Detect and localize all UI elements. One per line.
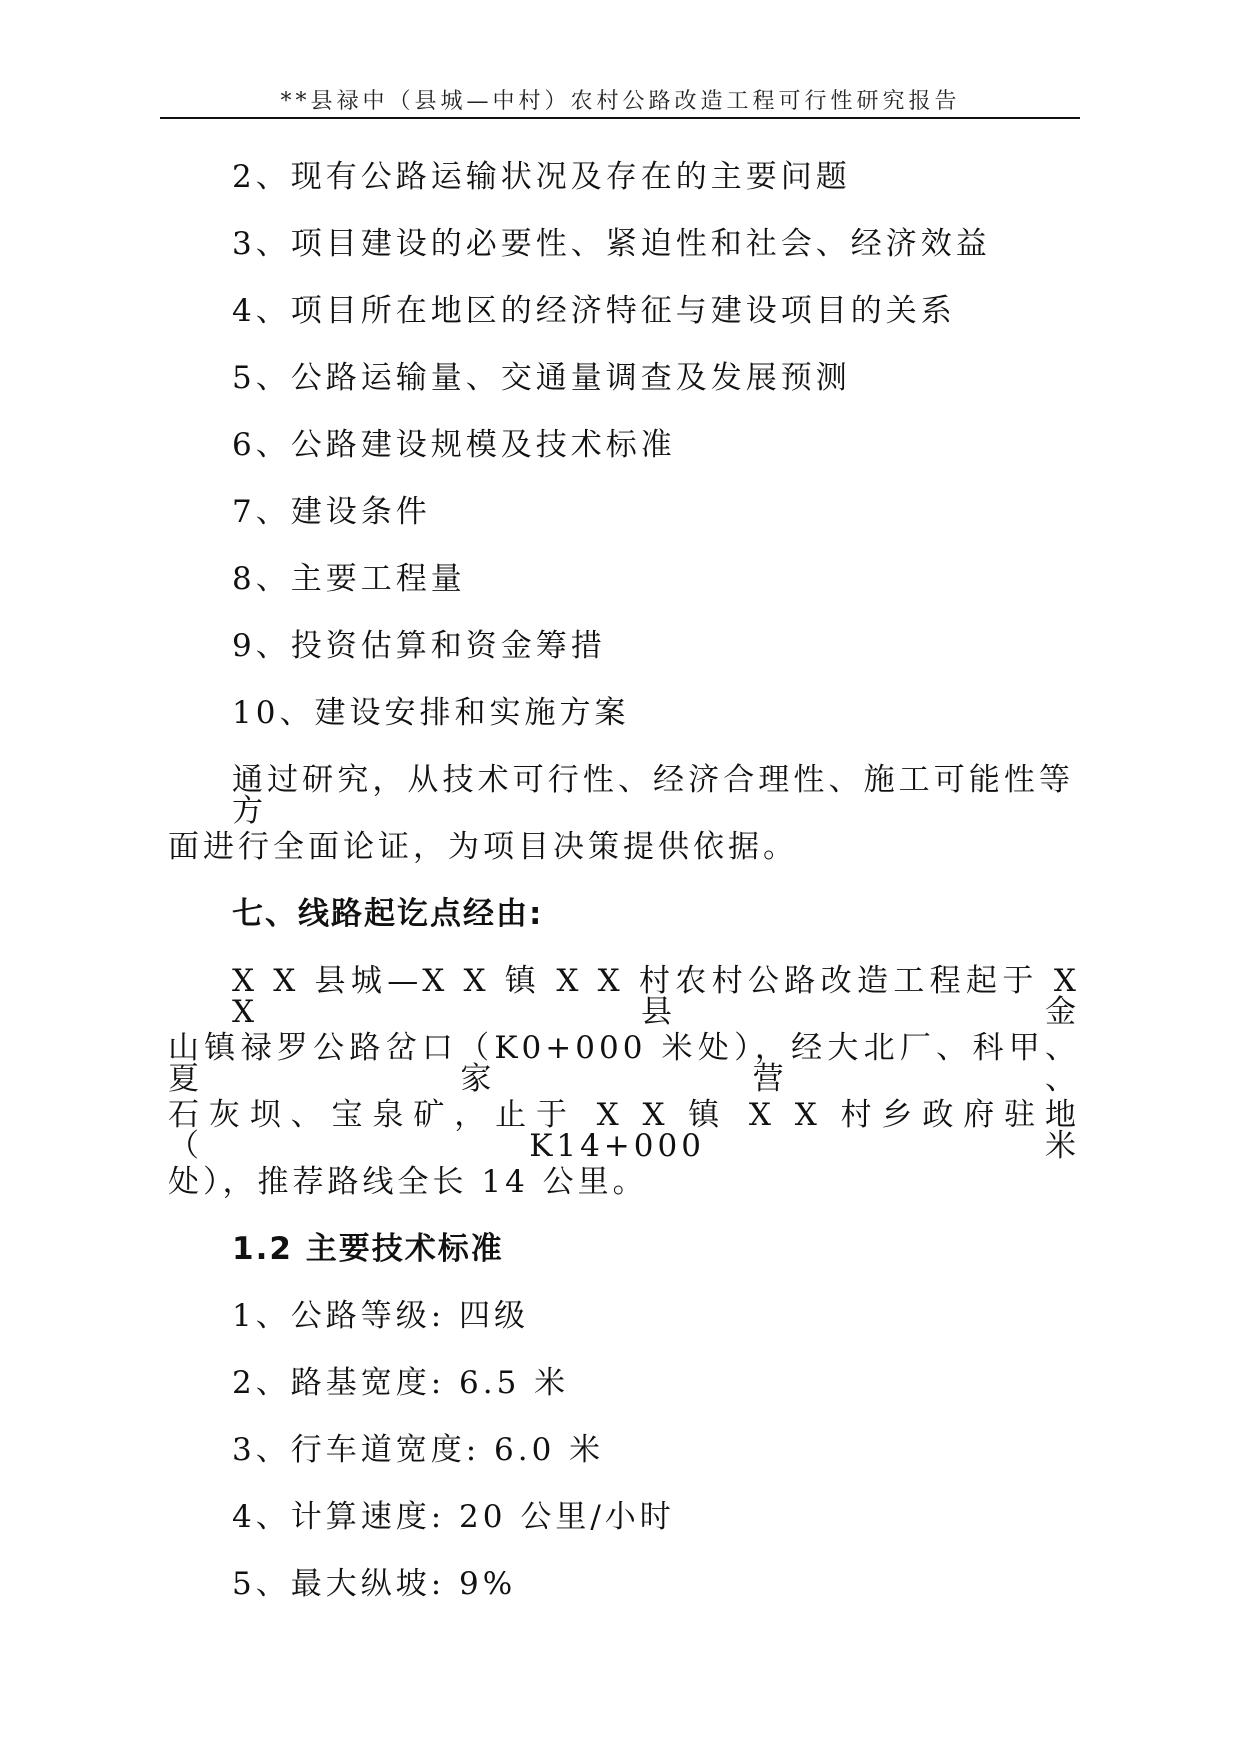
section-heading: 七、线路起讫点经由: xyxy=(232,896,544,932)
list-item: 5、公路运输量、交通量调查及发展预测 xyxy=(232,360,851,396)
list-item: 7、建设条件 xyxy=(232,494,431,530)
list-item: 4、项目所在地区的经济特征与建设项目的关系 xyxy=(232,293,956,329)
route-paragraph-line: 山镇禄罗公路岔口（K0+000 米处），经大北厂、科甲、夏家营、 xyxy=(168,1030,1080,1097)
page-header-title: **县禄中（县城—中村）农村公路改造工程可行性研究报告 xyxy=(280,89,961,114)
list-item: 2、现有公路运输状况及存在的主要问题 xyxy=(232,159,851,195)
list-item: 3、项目建设的必要性、紧迫性和社会、经济效益 xyxy=(232,226,991,262)
standard-item: 2、路基宽度: 6.5 米 xyxy=(232,1365,570,1401)
route-paragraph-line: 石灰坝、宝泉矿，止于 X X 镇 X X 村乡政府驻地（K14+000 米 xyxy=(168,1097,1080,1164)
header-divider xyxy=(160,117,1080,119)
standard-item: 5、最大纵坡: 9% xyxy=(232,1566,517,1602)
list-item: 8、主要工程量 xyxy=(232,561,466,597)
route-paragraph-line: 处），推荐路线全长 14 公里。 xyxy=(168,1164,648,1200)
route-paragraph-line: X X 县城—X X 镇 X X 村农村公路改造工程起于 X X 县金 xyxy=(232,963,1080,1030)
standard-item: 3、行车道宽度: 6.0 米 xyxy=(232,1432,605,1468)
summary-paragraph-line: 面进行全面论证，为项目决策提供依据。 xyxy=(168,829,798,865)
subsection-heading: 1.2 主要技术标准 xyxy=(232,1231,504,1267)
list-item: 10、建设安排和实施方案 xyxy=(232,695,630,731)
list-item: 9、投资估算和资金筹措 xyxy=(232,628,606,664)
summary-paragraph-line: 通过研究，从技术可行性、经济合理性、施工可能性等方 xyxy=(232,762,1074,829)
standard-item: 1、公路等级: 四级 xyxy=(232,1298,530,1334)
list-item: 6、公路建设规模及技术标准 xyxy=(232,427,676,463)
standard-item: 4、计算速度: 20 公里/小时 xyxy=(232,1499,675,1535)
